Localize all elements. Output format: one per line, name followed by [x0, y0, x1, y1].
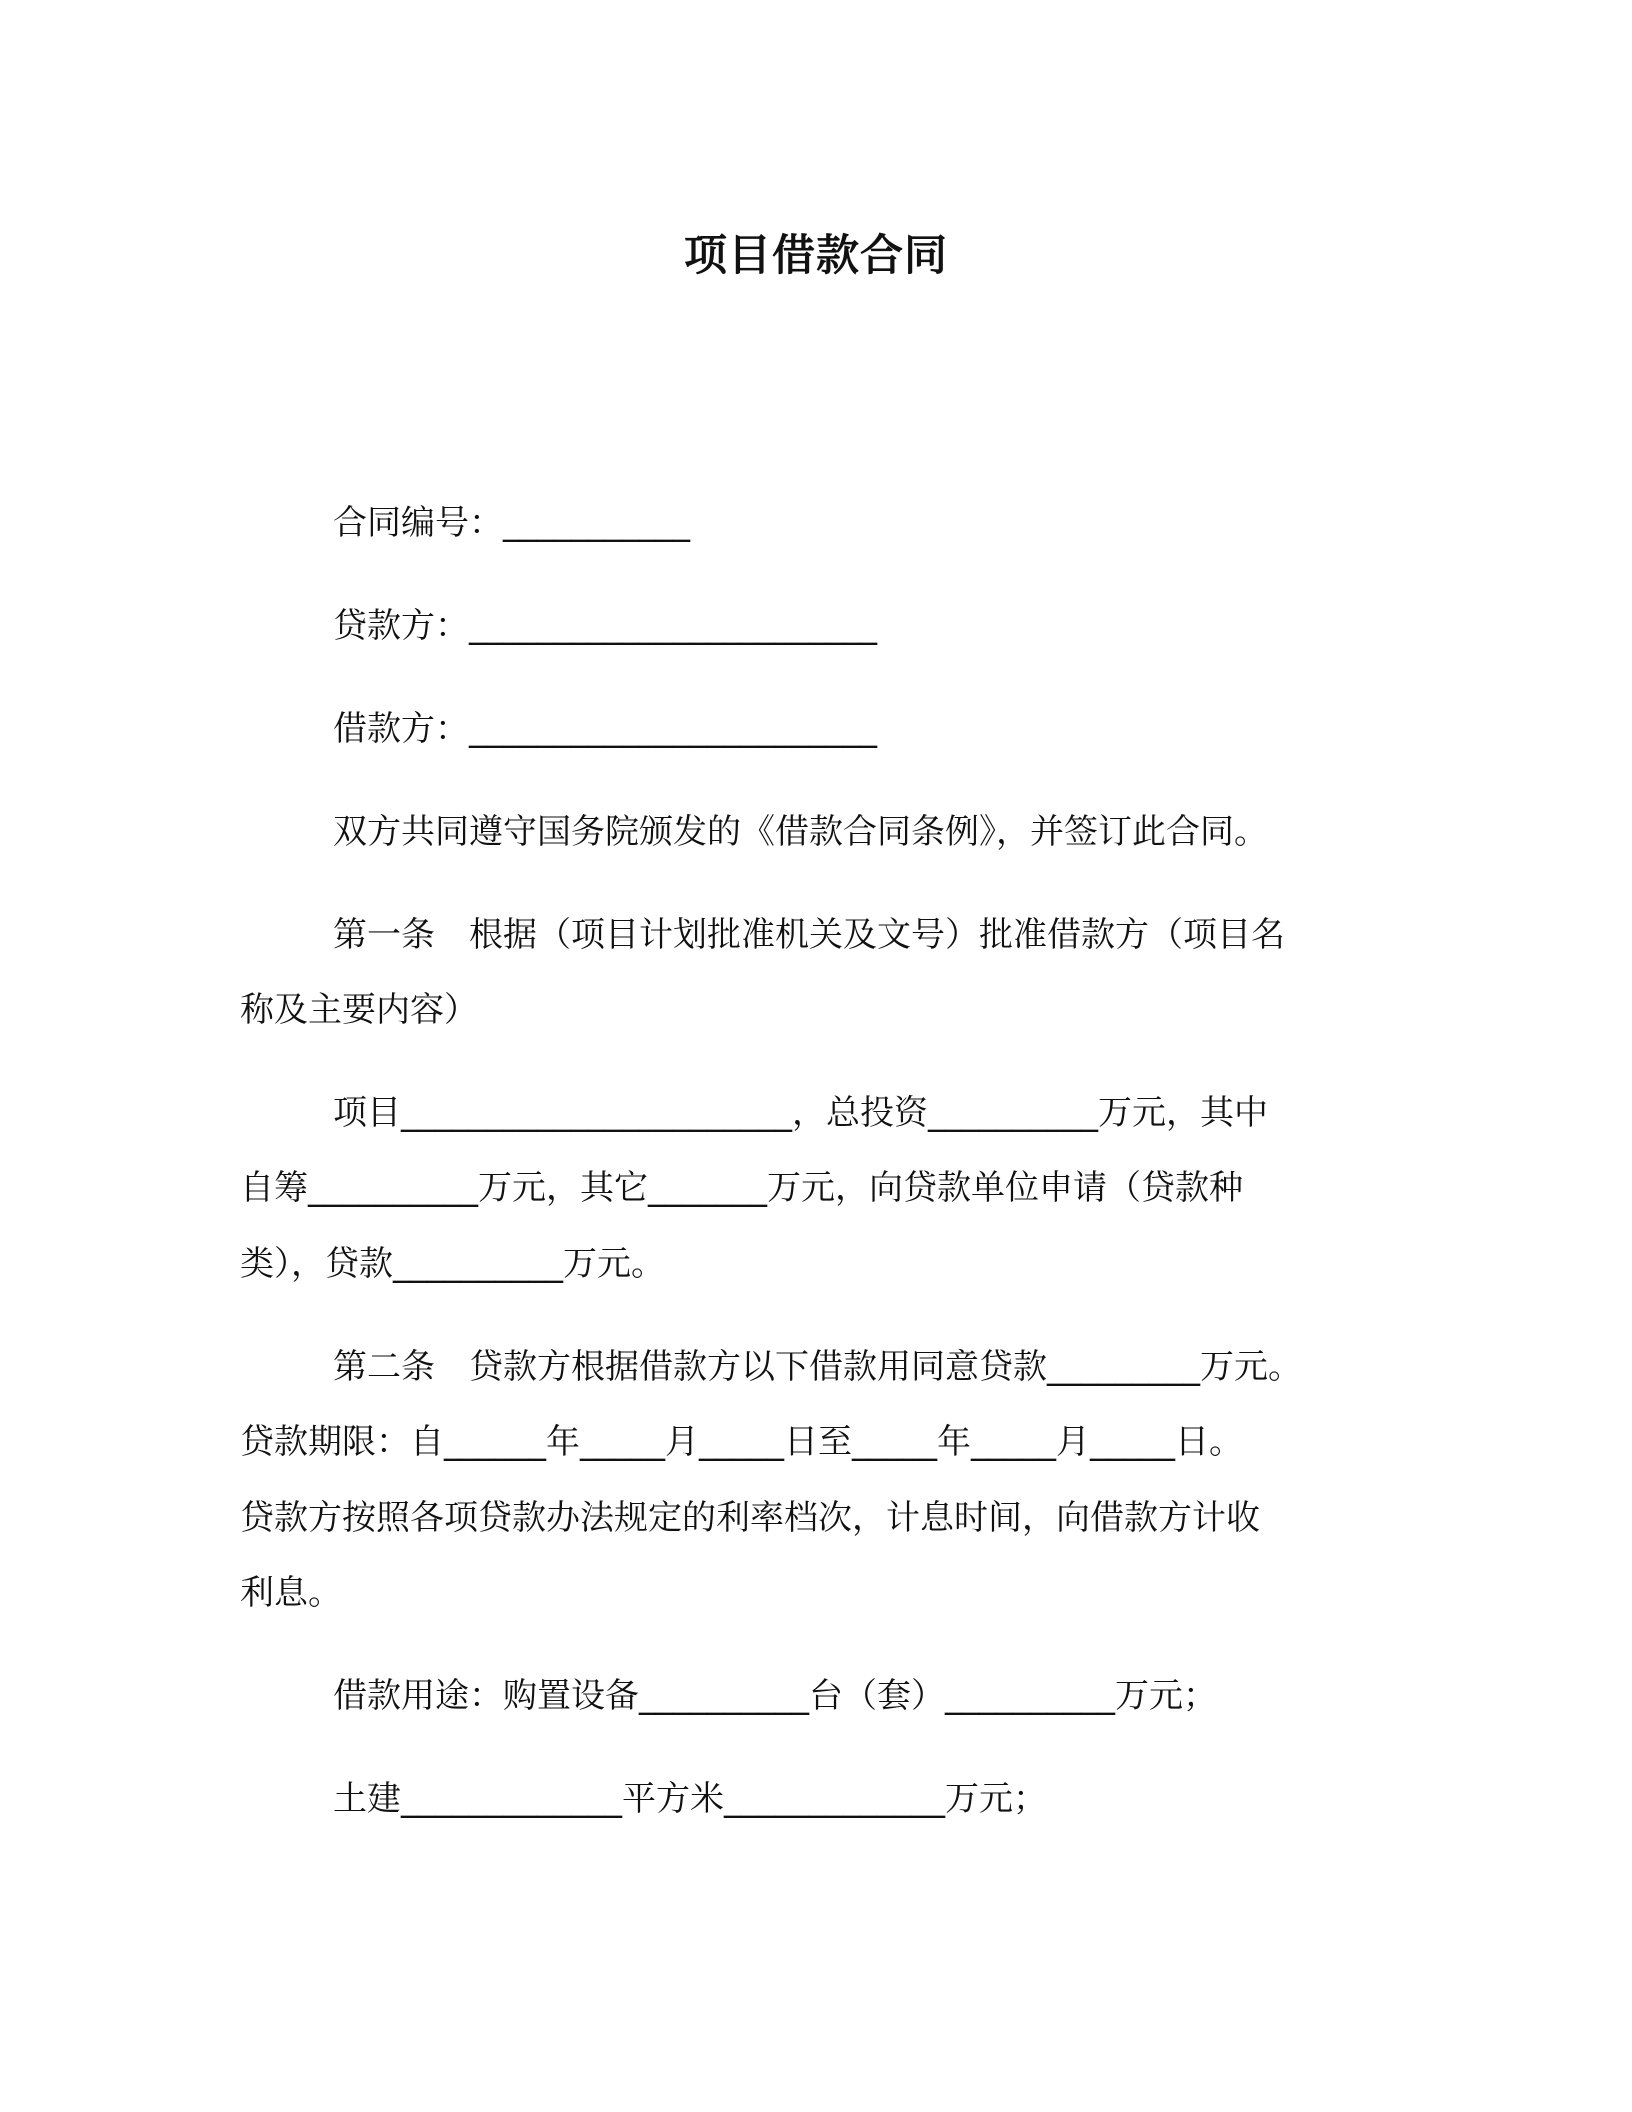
- construction-line: 土建_____________平方米_____________万元；: [333, 1779, 1047, 1819]
- lender-line: 贷款方：________________________: [333, 606, 877, 646]
- project-line-2: 自筹__________万元，其它_______万元，向贷款单位申请（贷款种: [240, 1168, 1243, 1208]
- article-2-line-3: 贷款方按照各项贷款办法规定的利率档次，计息时间，向借款方计收: [240, 1498, 1260, 1538]
- article-1-line-2: 称及主要内容）: [240, 990, 478, 1030]
- project-line-1: 项目_______________________，总投资__________万元，其中: [333, 1093, 1268, 1133]
- contract-number-line: 合同编号：___________: [333, 503, 690, 543]
- article-2-line-2: 贷款期限：自______年_____月_____日至_____年_____月_____日。: [240, 1422, 1243, 1462]
- document-title: 项目借款合同: [684, 231, 948, 281]
- article-2-line-1: 第二条 贷款方根据借款方以下借款用同意贷款_________万元。: [333, 1347, 1302, 1387]
- borrower-line: 借款方：________________________: [333, 709, 877, 749]
- preamble-line: 双方共同遵守国务院颁发的《借款合同条例》，并签订此合同。: [333, 812, 1268, 852]
- loan-purpose-line: 借款用途：购置设备__________台（套）__________万元；: [333, 1676, 1217, 1716]
- article-1-line-1: 第一条 根据（项目计划批准机关及文号）批准借款方（项目名: [333, 915, 1285, 955]
- project-line-3: 类），贷款__________万元。: [240, 1244, 665, 1284]
- article-2-line-4: 利息。: [240, 1573, 342, 1613]
